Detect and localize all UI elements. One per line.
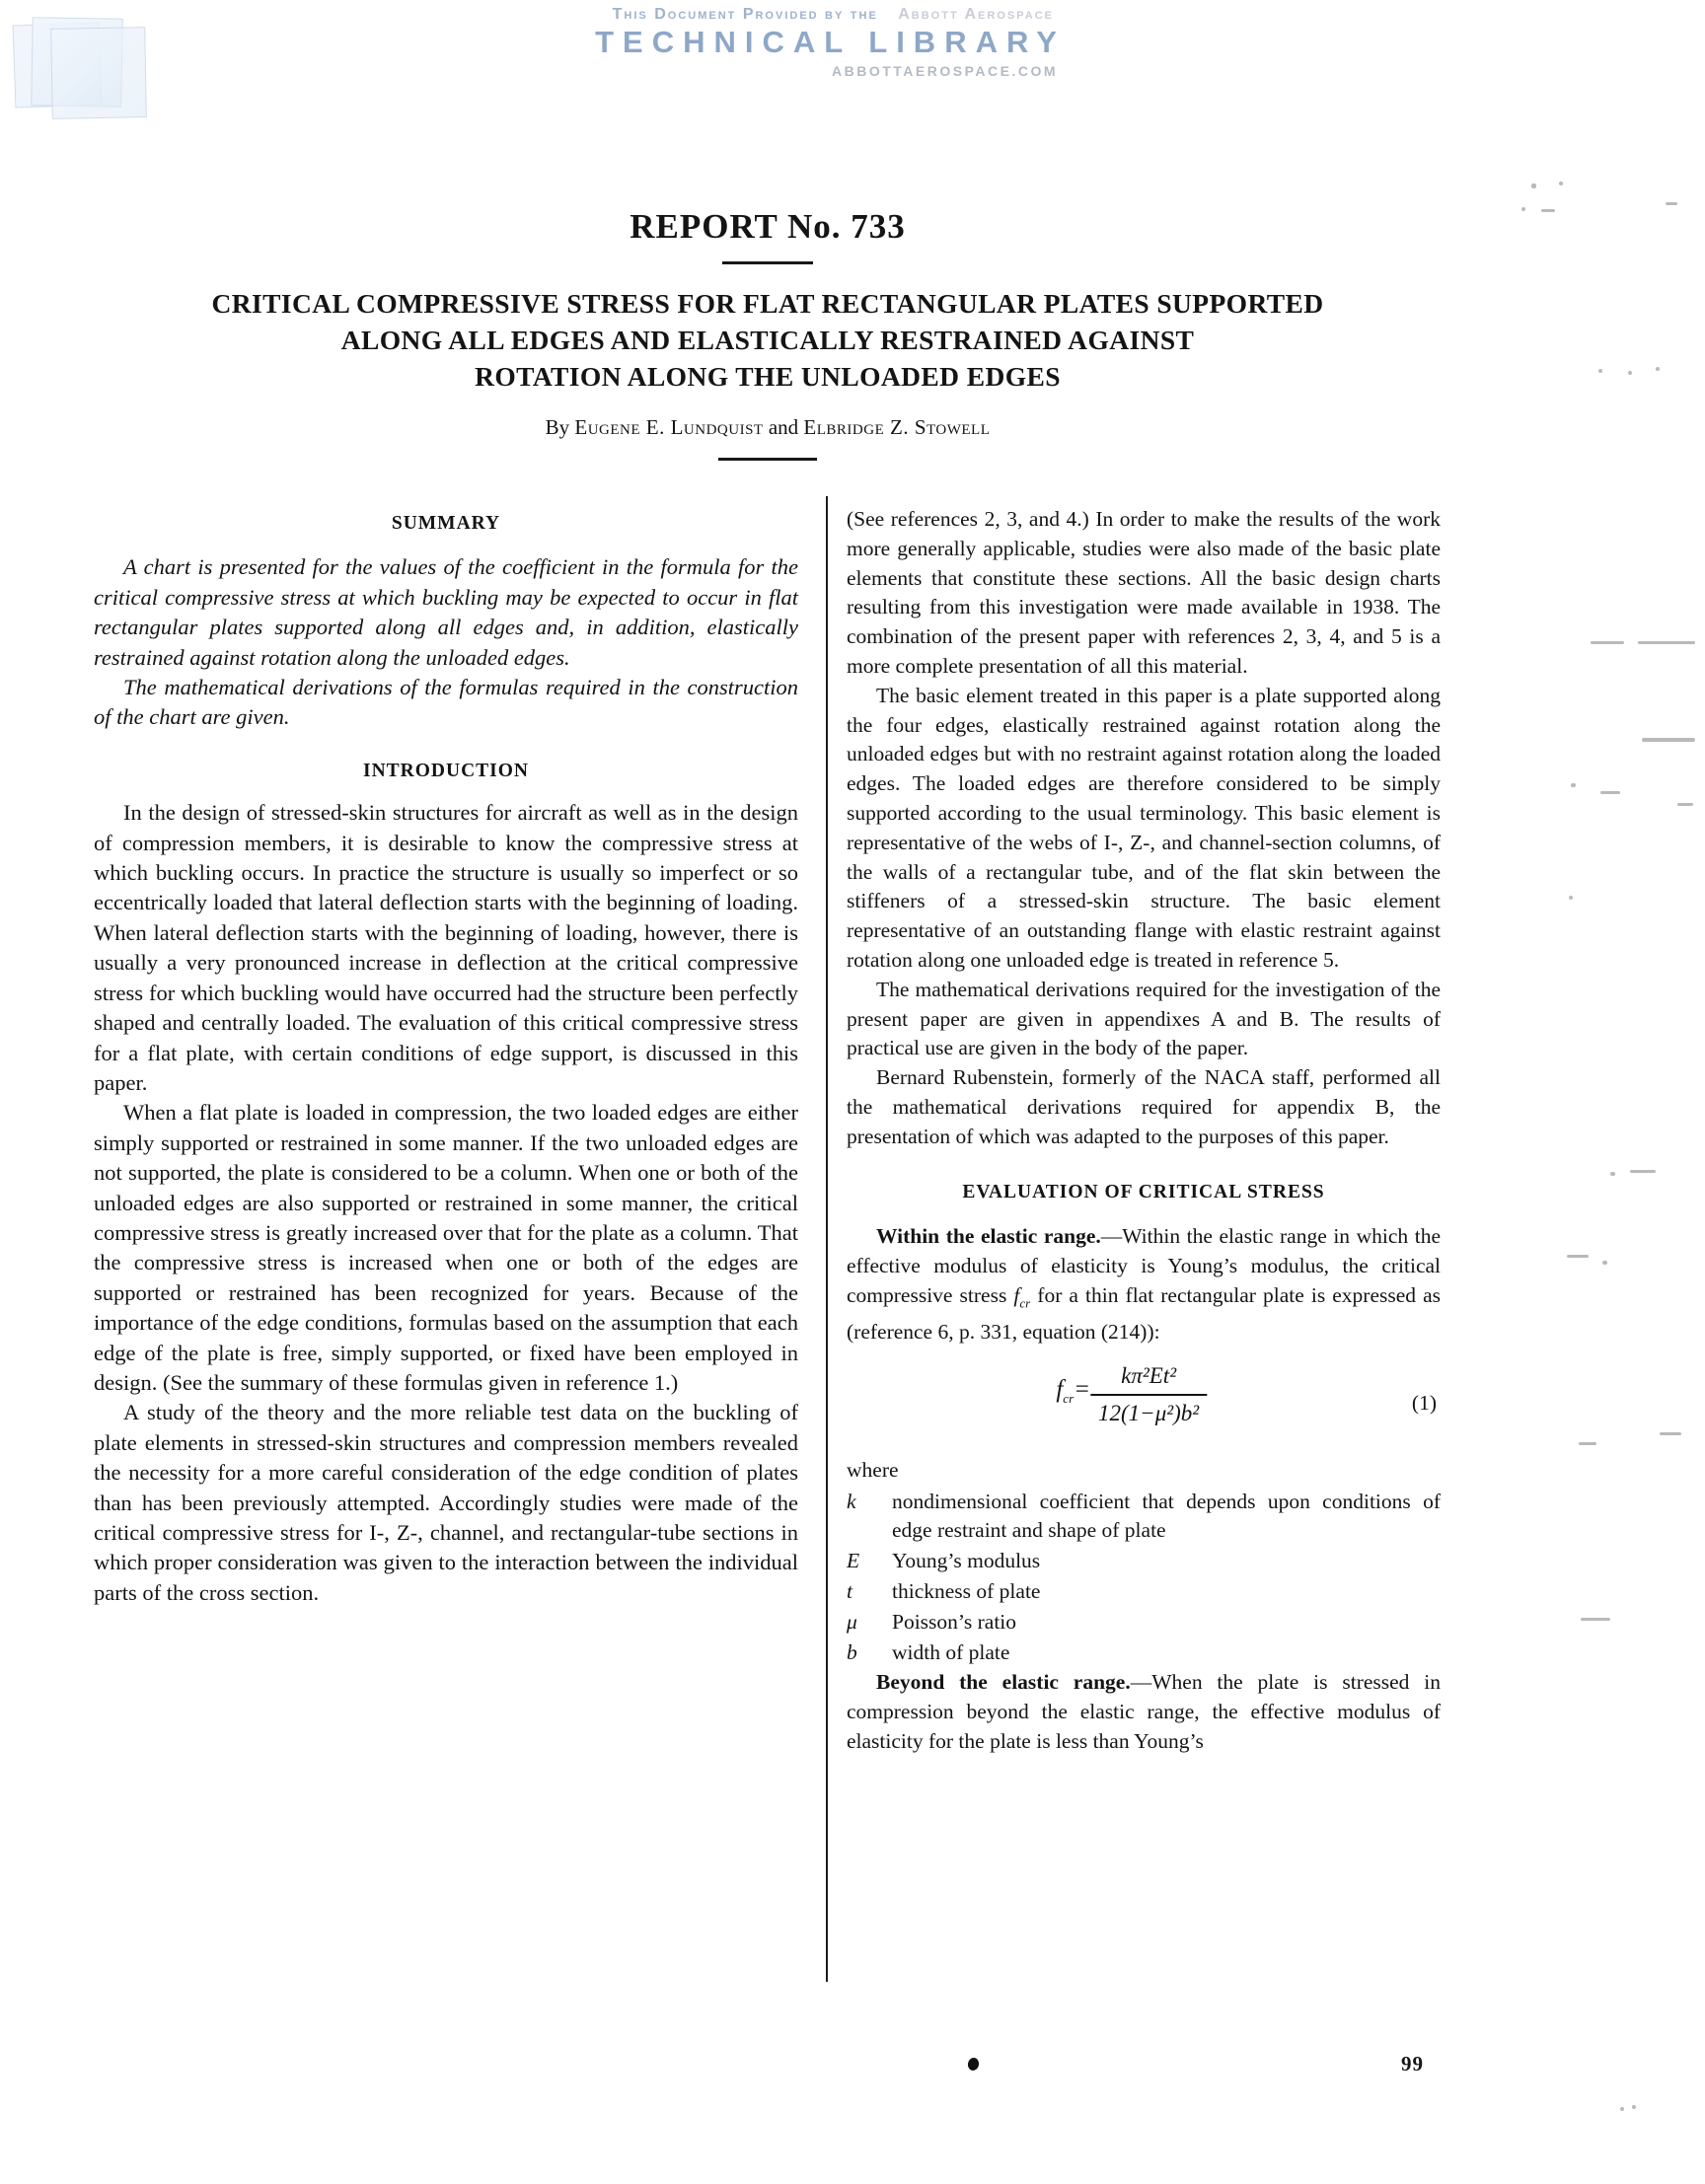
- report-title-line2: ALONG ALL EDGES AND ELASTICALLY RESTRAINED AGAINST: [340, 325, 1195, 355]
- equals-sign: =: [1074, 1376, 1091, 1404]
- introduction-heading: INTRODUCTION: [362, 760, 530, 781]
- definition-row-E: [847, 1547, 1441, 1576]
- pencil-mark: [1666, 202, 1677, 205]
- summary-section: [94, 552, 798, 732]
- pencil-mark: [1610, 1172, 1615, 1176]
- pencil-mark: [1642, 738, 1695, 742]
- fcr-symbol-inline: f: [1013, 1282, 1020, 1307]
- byline-prefix: By: [545, 415, 575, 439]
- right-paragraph-1: (See references 2, 3, and 4.) In order to make the results of the work more generally applicable, studies were also made of the basic plate elements that constitute these sections. All the basic design charts resulting from this investigation were made available in 1938. The combination of the present paper with references 2, 3, 4, and 5 is a more complete presentation of all this material.: [847, 507, 1441, 678]
- logo-tagline: [567, 6, 1066, 24]
- summary-heading: SUMMARY: [391, 513, 501, 534]
- pencil-mark: [1630, 1170, 1656, 1173]
- pencil-mark: [1602, 1261, 1607, 1265]
- title-rule-top: [722, 261, 813, 264]
- evaluation-heading: EVALUATION OF CRITICAL STRESS: [962, 1181, 1325, 1202]
- right-paragraph-3: The mathematical derivations required for the investigation of the present paper are given in appendixes A and B. The results of practical use are given in the body of the paper.: [847, 977, 1441, 1060]
- fcr-subscript: cr: [1063, 1391, 1075, 1407]
- pencil-mark: [1591, 641, 1624, 644]
- pencil-mark: [1660, 1432, 1681, 1435]
- symbol-definitions: [847, 1488, 1441, 1668]
- report-title-line3: ROTATION ALONG THE UNLOADED EDGES: [475, 361, 1061, 392]
- pencil-mark: [1677, 803, 1693, 806]
- definition-row-b: [847, 1638, 1441, 1668]
- logo-provider-name: Abbott Aerospace: [898, 6, 1054, 23]
- pencil-mark: [1571, 783, 1576, 787]
- where-label: where: [847, 1457, 899, 1482]
- definition-text: nondimensional coefficient that depends upon conditions of edge restraint and shape of plate: [892, 1489, 1441, 1543]
- equation-fraction: [1090, 1361, 1207, 1428]
- title-rule-bottom: [718, 458, 817, 461]
- pencil-mark: [1521, 207, 1525, 211]
- fcr-symbol: f: [1056, 1376, 1064, 1404]
- left-column: [94, 509, 798, 1608]
- beyond-elastic-text: —When the plate is stressed in compression beyond the elastic range, the effective modulus of elasticity for the plate is less than Young’s: [847, 1670, 1441, 1753]
- author-2: Elbridge Z. Stowell: [803, 415, 991, 439]
- right-column: [847, 505, 1441, 1757]
- pencil-mark: [1567, 1255, 1589, 1258]
- introduction-paragraph-2: When a flat plate is loaded in compression, the two loaded edges are either simply supported or restrained in some manner. If the two unloaded edges are not supported, the plate is considered to be a column. When one or both of the unloaded edges are also supported or restrained in some manner, the critical compressive stress is greatly increased over that for the plate as a column. That the compressive stress is increased when one or both of the edges are supported or restrained has been recognized for years. Because of the importance of the edge conditions, formulas based on the assumption that each edge of the plate is free, simply supported, or fixed have been employed in design. (See the summary of these formulas given in reference 1.): [94, 1100, 798, 1395]
- summary-paragraph-2: The mathematical derivations of the formulas required in the construction of the chart are given.: [94, 675, 798, 730]
- ink-spot-artifact: [967, 2057, 980, 2072]
- equation-denominator: 12(1−μ²)b²: [1098, 1400, 1200, 1425]
- byline: [94, 415, 1442, 440]
- report-number: REPORT No. 733: [630, 207, 906, 246]
- within-elastic-text-1: —Within the elastic range in which the effective modulus of elasticity is Young’s modulus, the critical compressive stress: [847, 1224, 1441, 1307]
- definition-symbol: μ: [847, 1609, 857, 1634]
- within-elastic-runin: Within the elastic range.: [876, 1224, 1101, 1249]
- pencil-mark: [1541, 209, 1555, 212]
- definition-row-t: [847, 1577, 1441, 1607]
- pencil-mark: [1632, 2105, 1636, 2109]
- equation-body: [1056, 1361, 1207, 1428]
- definition-text: width of plate: [892, 1639, 1010, 1664]
- definition-row-k: [847, 1488, 1441, 1547]
- fcr-subscript-inline: cr: [1019, 1295, 1031, 1311]
- definition-text: Young’s modulus: [892, 1549, 1041, 1573]
- equation-1: [847, 1361, 1441, 1446]
- definition-text: thickness of plate: [892, 1579, 1041, 1603]
- pencil-mark: [1531, 183, 1536, 188]
- definition-text: Poisson’s ratio: [892, 1609, 1017, 1634]
- logo-provided-text: This Document Provided by the: [612, 6, 878, 23]
- introduction-paragraph-3: A study of the theory and the more reliable test data on the buckling of plate elements in stressed-skin structures and compression members revealed the necessity for a more careful consideration of the edge condition of plates than has been previously attempted. Accordingly studies were made of the critical compressive stress for I-, Z-, channel, and rectangular-tube sections in which proper consideration was given to the interaction between the individual parts of the cross section.: [94, 1400, 798, 1605]
- definition-symbol: k: [847, 1489, 856, 1513]
- pencil-mark: [1581, 1618, 1610, 1621]
- right-paragraph-4: Bernard Rubenstein, formerly of the NACA staff, performed all the mathematical derivations required for appendix B, the presentation of which was adapted to the purposes of this paper.: [847, 1065, 1441, 1148]
- equation-number: (1): [1411, 1390, 1437, 1415]
- pencil-mark: [1628, 371, 1632, 375]
- within-elastic-paragraph: [847, 1222, 1441, 1347]
- title-block: [94, 207, 1442, 461]
- pencil-mark: [1620, 2107, 1624, 2111]
- within-elastic-text-2: for a thin flat rectangular plate is expressed as (reference 6, p. 331, equation (214)):: [847, 1282, 1442, 1345]
- right-paragraph-2: The basic element treated in this paper is a plate supported along the four edges, elastically restrained against rotation along the unloaded edges but with no restraint against rotation along the loaded edges. The loaded edges are therefore considered to be simply supported according to the usual terminology. This basic element is representative of the webs of I-, Z-, and channel-section columns, of the walls of a rectangular tube, and of the flat skin between the stiffeners of a stressed-skin structure. The basic element representative of an outstanding flange with elastic restraint against rotation along one unloaded edge is treated in reference 5.: [847, 683, 1441, 972]
- pencil-mark: [1638, 641, 1695, 644]
- technical-library-logo: [567, 6, 1066, 79]
- logo-library-title: TECHNICAL LIBRARY: [595, 25, 1066, 59]
- beyond-elastic-paragraph: [847, 1668, 1441, 1756]
- stacked-pages-icon: [14, 16, 162, 114]
- logo-website: ABBOTTAEROSPACE.COM: [832, 63, 1058, 79]
- pencil-mark: [1569, 896, 1573, 900]
- introduction-paragraph-1: In the design of stressed-skin structures for aircraft as well as in the design of compression members, it is desirable to know the compressive stress at which buckling occurs. In practice the structure is usually so imperfect or so eccentrically loaded that lateral deflection starts with the beginning of loading. When lateral deflection starts with the beginning of loading, however, there is usually a very pronounced increase in deflection at the critical compressive stress for which buckling would have occurred had the structure been perfectly shaped and centrally loaded. The evaluation of this critical compressive stress for a flat plate, with certain conditions of edge support, is discussed in this paper.: [94, 800, 798, 1095]
- column-divider-rule: [826, 496, 828, 1982]
- pencil-mark: [1600, 791, 1620, 794]
- definition-symbol: E: [847, 1549, 860, 1573]
- summary-paragraph-1: A chart is presented for the values of the coefficient in the formula for the critical compressive stress at which buckling may be expected to occur in flat rectangular plates supported along all edges and, in addition, elastically restrained against rotation along the unloaded edges.: [94, 554, 798, 670]
- equation-lhs: [1056, 1375, 1090, 1414]
- pencil-mark: [1656, 367, 1660, 371]
- report-title-line1: CRITICAL COMPRESSIVE STRESS FOR FLAT RECTANGULAR PLATES SUPPORTED: [211, 288, 1324, 319]
- equation-numerator: kπ²Et²: [1090, 1361, 1207, 1396]
- definition-symbol: b: [847, 1639, 857, 1664]
- pencil-mark: [1559, 182, 1563, 185]
- pencil-mark: [1598, 369, 1602, 373]
- page-number: 99: [1401, 2052, 1424, 2075]
- report-title: [94, 285, 1442, 395]
- definition-symbol: t: [847, 1579, 852, 1603]
- pencil-mark: [1579, 1442, 1596, 1445]
- definition-row-mu: [847, 1608, 1441, 1638]
- byline-and: and: [763, 415, 804, 439]
- beyond-elastic-runin: Beyond the elastic range.: [876, 1670, 1131, 1695]
- author-1: Eugene E. Lundquist: [574, 415, 764, 439]
